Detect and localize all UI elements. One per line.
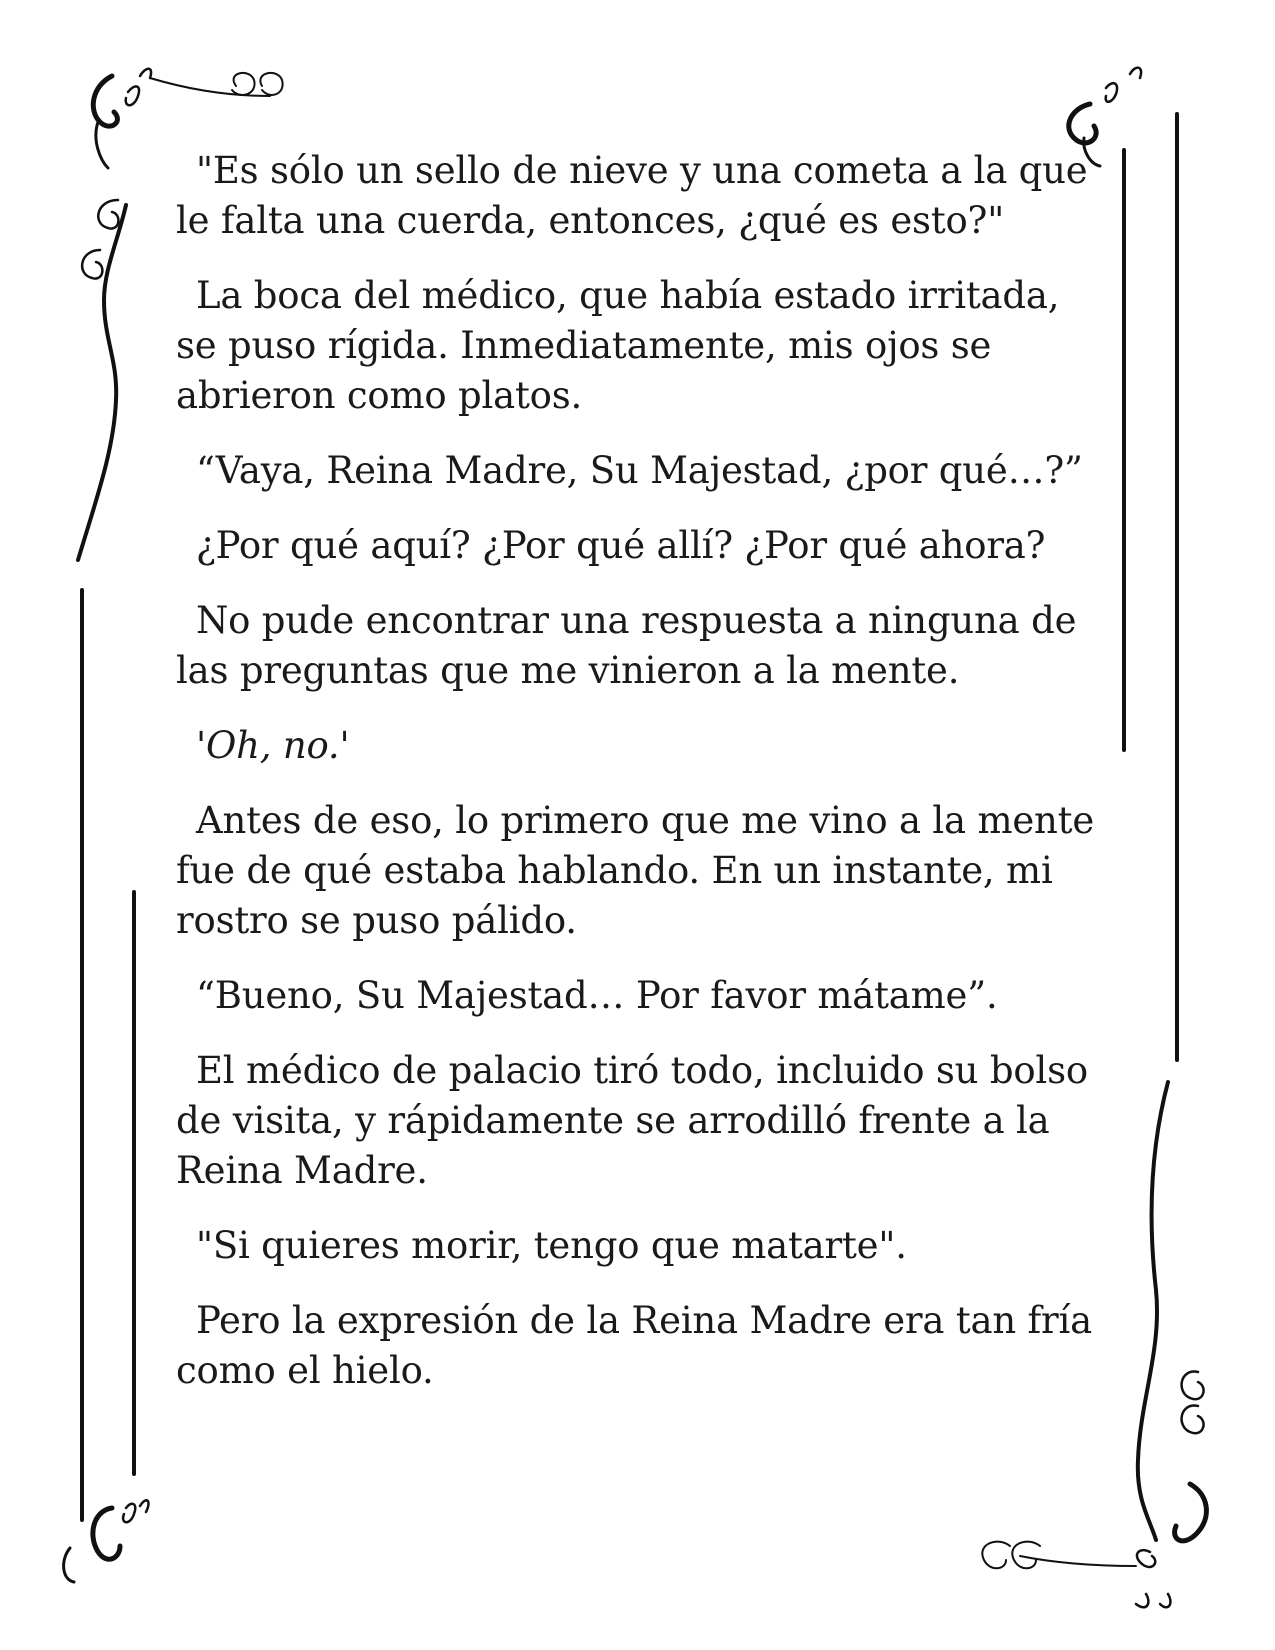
paragraph: La boca del médico, que había estado irritada, se puso rígida. Inmediatamente, mis ojos se abrieron como platos. (176, 274, 1060, 417)
paragraph: ¿Por qué aquí? ¿Por qué allí? ¿Por qué ahora? (196, 524, 1046, 567)
paragraph: No pude encontrar una respuesta a ninguna de las preguntas que me vinieron a la mente. (176, 599, 1077, 692)
dialogue-paragraph: “Bueno, Su Majestad… Por favor mátame”. (196, 974, 998, 1017)
paragraph: Pero la expresión de la Reina Madre era tan fría como el hielo. (176, 1299, 1093, 1392)
bottom-left-flourish (64, 1500, 149, 1582)
dialogue-paragraph: "Si quieres morir, tengo que matarte". (196, 1224, 907, 1267)
paragraph: El médico de palacio tiró todo, incluido su bolso de visita, y rápidamente se arrodilló frente a la Reina Madre. (176, 1049, 1088, 1192)
inner-thought: 'Oh, no.' (196, 724, 350, 767)
paragraph: Antes de eso, lo primero que me vino a la mente fue de qué estaba hablando. En un instante, mi rostro se puso pálido. (176, 799, 1095, 942)
paragraph: "Es sólo un sello de nieve y una cometa a la que le falta una cuerda, entonces, ¿qué es esto?" (176, 149, 1088, 242)
body-text (176, 146, 1096, 1421)
dialogue-paragraph: “Vaya, Reina Madre, Su Majestad, ¿por qué…?” (196, 449, 1083, 492)
